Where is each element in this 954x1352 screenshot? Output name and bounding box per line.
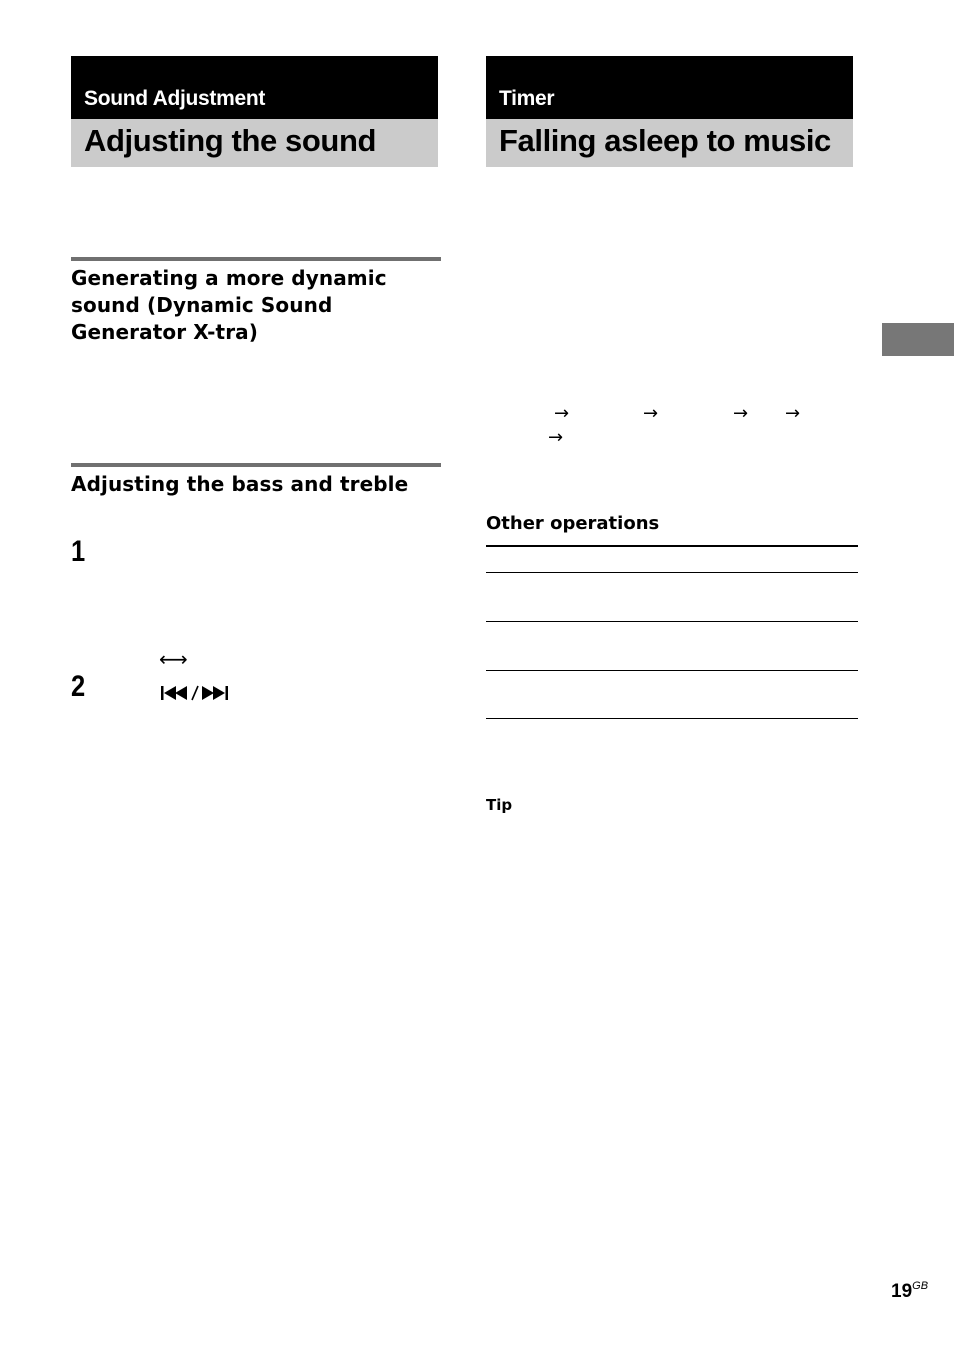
table-bottom-rule (486, 718, 858, 719)
subsection-rule (71, 463, 441, 467)
table-row-rule (486, 572, 858, 573)
page-number-value: 19 (891, 1281, 913, 1302)
table-row-rule (486, 621, 858, 622)
subsection-heading: Adjusting the bass and treble (71, 472, 409, 496)
section-category-banner (486, 56, 853, 119)
arrow-right-icon: → (554, 403, 570, 424)
section-category-label: Sound Adjustment (84, 87, 266, 110)
table-heading: Other operations (486, 513, 660, 534)
section-title: Falling asleep to music (499, 123, 831, 158)
skip-back-forward-icon (161, 684, 243, 702)
arrow-right-icon: → (643, 403, 659, 424)
subsection-heading-line: Generator X-tra) (71, 320, 259, 344)
chapter-side-tab (882, 323, 954, 356)
section-title-banner (71, 119, 438, 167)
page-number-suffix: GB (912, 1280, 929, 1292)
step-number-1: 1 (71, 535, 86, 568)
arrow-right-icon: → (785, 403, 801, 424)
double-arrow-icon: ⟷ (159, 647, 188, 671)
prev-next-icon (161, 684, 243, 702)
section-category-banner (71, 56, 438, 119)
section-category-label: Timer (499, 87, 555, 110)
arrow-right-icon: → (733, 403, 749, 424)
subsection-rule (71, 257, 441, 261)
step-number-2: 2 (71, 670, 86, 703)
page-number (891, 1281, 928, 1303)
subsection-heading-line: sound (Dynamic Sound (71, 293, 333, 317)
subsection-heading (71, 265, 441, 346)
tip-label: Tip (486, 796, 513, 814)
subsection-heading-line: Generating a more dynamic (71, 266, 387, 290)
table-row-rule (486, 670, 858, 671)
section-title: Adjusting the sound (84, 123, 377, 158)
table-top-rule (486, 545, 858, 547)
section-title-banner (486, 119, 853, 167)
arrow-right-icon: → (548, 427, 564, 448)
